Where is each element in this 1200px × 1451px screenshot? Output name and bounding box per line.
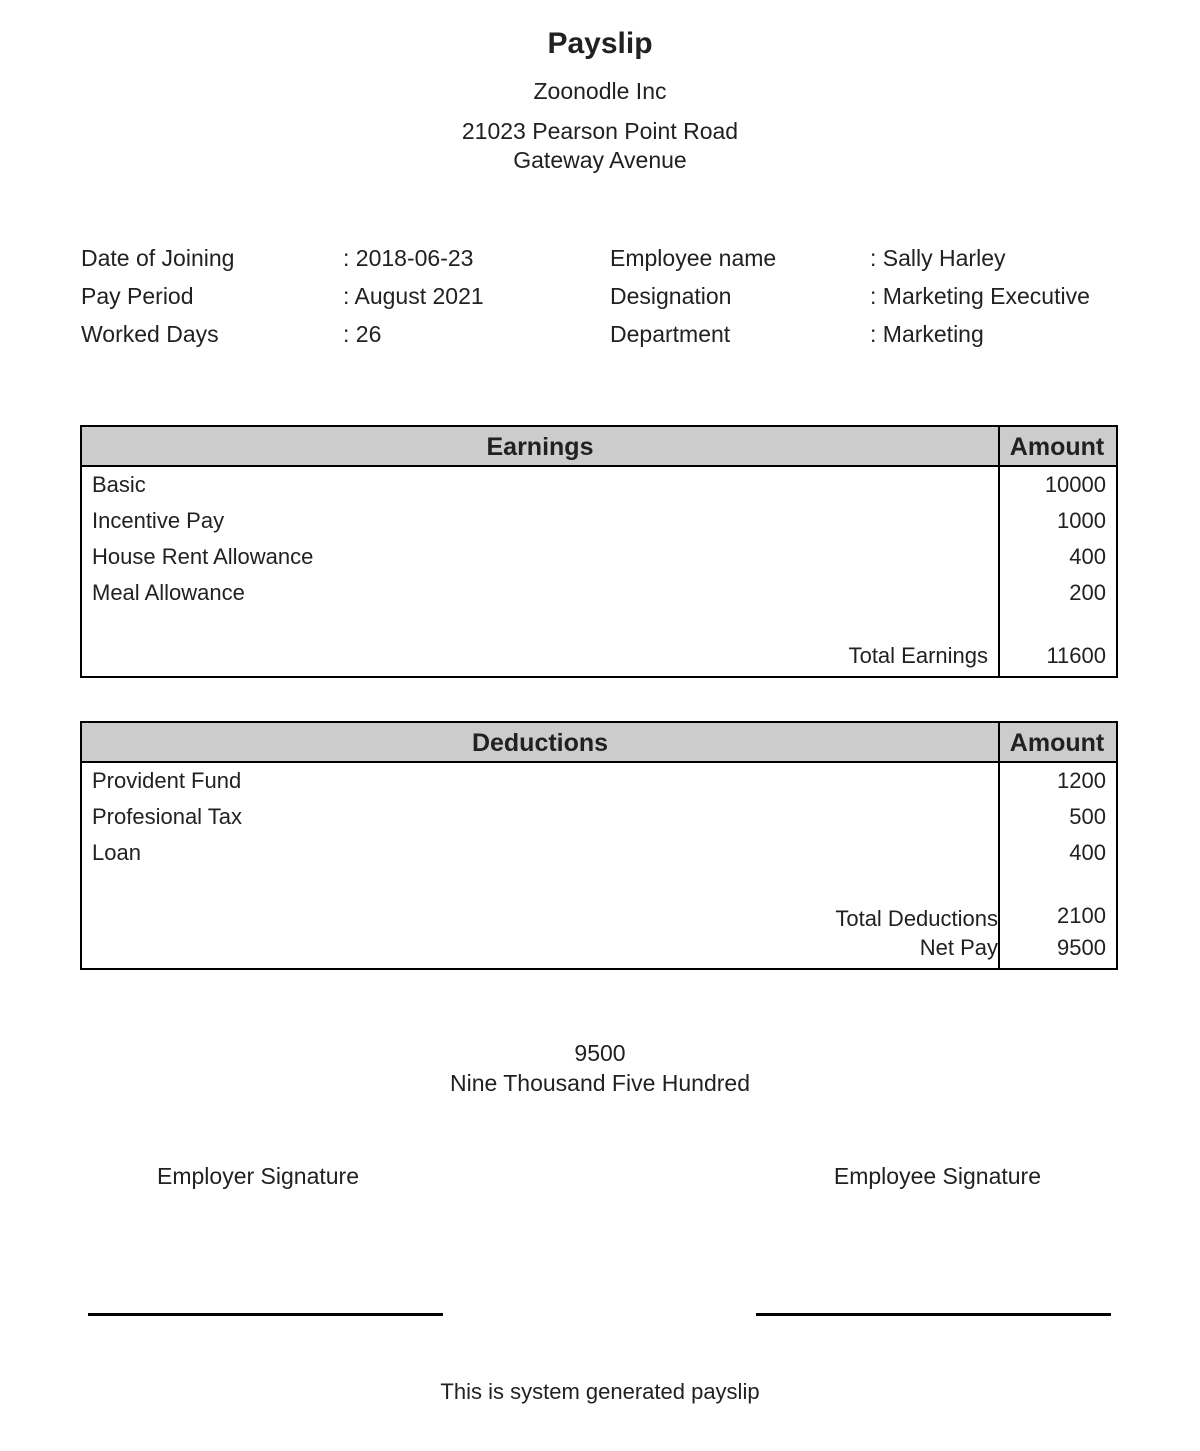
employee-signature-line — [756, 1313, 1111, 1316]
info-row-pay-period — [81, 277, 530, 315]
page-title: Payslip — [547, 27, 653, 60]
deductions-table — [80, 721, 1118, 970]
total-earnings-label: Total Earnings — [848, 643, 988, 668]
net-pay-label: Net Pay — [919, 935, 998, 960]
earning-label: Basic — [92, 472, 146, 497]
earnings-table-header — [82, 427, 1116, 467]
info-value: : Sally Harley — [870, 245, 1006, 271]
info-label: Date of Joining — [81, 245, 235, 271]
employee-signature-label: Employee Signature — [833, 1163, 1041, 1189]
earnings-table — [80, 425, 1118, 678]
deductions-title: Deductions — [471, 729, 609, 757]
net-pay-number: 9500 — [574, 1040, 626, 1066]
total-earnings-amount: 11600 — [1046, 643, 1106, 668]
earnings-table-body — [82, 467, 1116, 676]
earnings-amount-header: Amount — [1009, 433, 1105, 461]
signature-labels — [0, 1162, 1200, 1190]
employee-info-right-column — [610, 239, 1090, 353]
document-header — [0, 0, 1200, 175]
deduction-label: Loan — [92, 840, 141, 865]
earning-amount: 400 — [1069, 544, 1106, 569]
info-label: Pay Period — [81, 283, 194, 309]
table-spacer — [82, 611, 1116, 636]
info-label: Employee name — [610, 245, 777, 271]
employee-info-left-column — [81, 239, 530, 353]
employee-info-section — [0, 239, 1200, 353]
info-row-designation — [610, 277, 1090, 315]
deduction-label: Provident Fund — [92, 768, 242, 793]
table-row — [82, 467, 1116, 503]
earning-label: House Rent Allowance — [92, 544, 314, 569]
deduction-amount: 500 — [1069, 804, 1106, 829]
info-value: : 26 — [343, 321, 382, 347]
net-pay-summary — [0, 1038, 1200, 1098]
table-row — [82, 835, 1116, 871]
address-line-2: Gateway Avenue — [513, 147, 687, 173]
system-generated-note: This is system generated payslip — [440, 1379, 760, 1404]
info-label: Designation — [610, 283, 732, 309]
deduction-label: Profesional Tax — [92, 804, 243, 829]
company-name: Zoonodle Inc — [533, 78, 667, 104]
earnings-title: Earnings — [486, 433, 594, 461]
employer-signature-line — [88, 1313, 443, 1316]
net-pay-row — [82, 933, 1116, 968]
net-pay-words: Nine Thousand Five Hundred — [449, 1070, 751, 1096]
table-row — [82, 575, 1116, 611]
total-deductions-amount: 2100 — [1057, 903, 1106, 928]
earning-label: Meal Allowance — [92, 580, 245, 605]
info-value: : Marketing Executive — [870, 283, 1090, 309]
earning-amount: 200 — [1069, 580, 1106, 605]
deduction-amount: 400 — [1069, 840, 1106, 865]
info-label: Department — [610, 321, 731, 347]
document-footer — [0, 1378, 1200, 1406]
info-row-employee-name — [610, 239, 1090, 277]
net-pay-amount: 9500 — [1057, 935, 1106, 960]
deductions-table-header — [82, 723, 1116, 763]
total-deductions-label: Total Deductions — [835, 906, 998, 931]
earning-label: Incentive Pay — [92, 508, 225, 533]
deductions-table-body — [82, 763, 1116, 968]
table-row — [82, 799, 1116, 835]
deduction-amount: 1200 — [1057, 768, 1106, 793]
info-row-department — [610, 315, 1090, 353]
info-row-date-of-joining — [81, 239, 530, 277]
employer-signature-label: Employer Signature — [157, 1163, 359, 1189]
earning-amount: 10000 — [1044, 472, 1106, 497]
company-address — [0, 117, 1200, 175]
total-earnings-row — [82, 636, 1116, 676]
table-spacer — [82, 871, 1116, 899]
signature-lines — [0, 1313, 1200, 1316]
total-deductions-row — [82, 899, 1116, 933]
table-row — [82, 539, 1116, 575]
info-label: Worked Days — [81, 321, 219, 347]
table-row — [82, 503, 1116, 539]
info-value: : August 2021 — [343, 283, 484, 309]
table-row — [82, 763, 1116, 799]
deductions-amount-header: Amount — [1009, 729, 1105, 757]
info-value: : Marketing — [870, 321, 984, 347]
address-line-1: 21023 Pearson Point Road — [461, 118, 739, 144]
info-value: : 2018-06-23 — [343, 245, 474, 271]
earning-amount: 1000 — [1057, 508, 1106, 533]
info-row-worked-days — [81, 315, 530, 353]
